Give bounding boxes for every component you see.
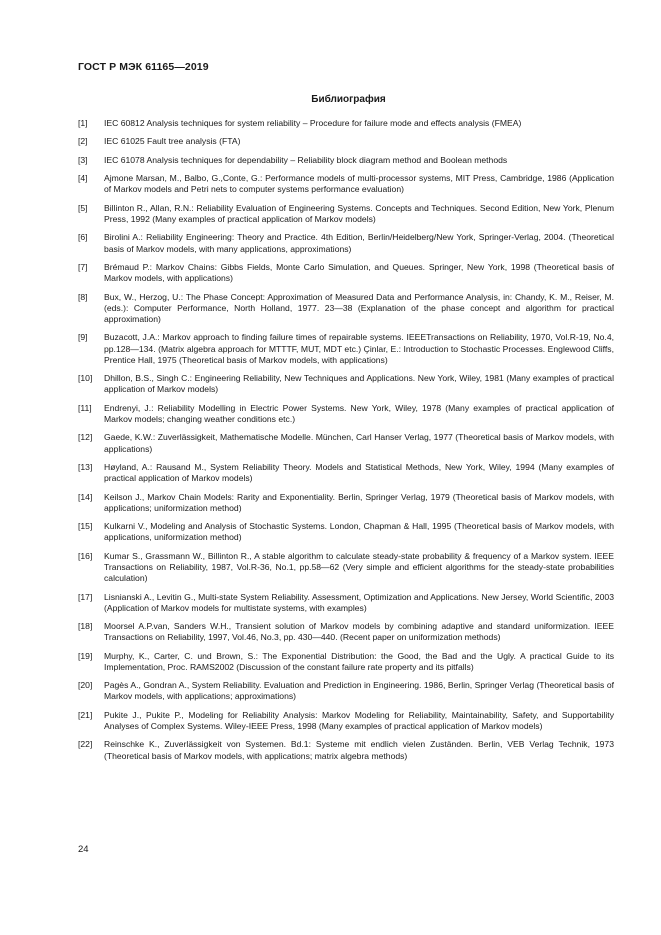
reference-item (78, 621, 614, 643)
reference-text: IEC 61025 Fault tree analysis (FTA) (104, 136, 241, 147)
reference-text: Lisnianski A., Levitin G., Multi-state System Reliability. Assessment, Optimization and Applications. New Jersey, World Scientific, 2003 (Application of Markov models for multistate systems, with examples) (104, 591, 614, 613)
reference-number: [11] (78, 402, 92, 413)
reference-item (78, 232, 614, 254)
reference-number: [22] (78, 739, 93, 750)
reference-text: Pagès A., Gondran A., System Reliability. Evaluation and Prediction in Engineering. 1986, Berlin, Springer Verlag (Theoretical basis of Markov models, with applications; approximations) (104, 680, 614, 702)
reference-text: Keilson J., Markov Chain Models: Rarity and Exponentiality. Berlin, Springer Verlag, 1979 (Theoretical basis of Markov models, with applications; uniformization method) (104, 491, 614, 513)
reference-number: [14] (78, 491, 93, 502)
reference-number: [4] (78, 173, 88, 184)
reference-text: IEC 61078 Analysis techniques for dependability – Reliability block diagram method and Boolean methods (104, 154, 508, 165)
reference-item (78, 332, 614, 366)
reference-item (78, 403, 614, 425)
reference-text: Pukite J., Pukite P., Modeling for Reliability Analysis: Markov Modeling for Reliability, Maintainability, Safety, and Supportability Analyses of Complex Systems. Wiley-IEEE Press, 1998 (Many examples of practical application of Markov models) (104, 709, 614, 732)
reference-item (78, 551, 614, 585)
reference-text: Høyland, A.: Rausand M., System Reliability Theory. Models and Statistical Methods, New York, Wiley, 1994 (Many examples of practical application of Markov models) (104, 461, 614, 484)
reference-number: [6] (78, 232, 88, 243)
reference-number: [1] (78, 118, 88, 128)
reference-text: Gaede, K.W.: Zuverlässigkeit, Mathematische Modelle. München, Carl Hanser Verlag, 1977 (Theoretical basis of Markov models, with applications) (104, 432, 614, 454)
reference-number: [16] (78, 550, 93, 561)
reference-number: [9] (78, 332, 88, 343)
reference-number: [5] (78, 202, 88, 213)
reference-number: [8] (78, 291, 88, 302)
reference-text: Moorsel A.P.van, Sanders W.H., Transient solution of Markov models by combining adaptive and standard uniformization. IEEE Transactions on Reliability, 1997, Vol.46, No.3, pp. 430—440. (Recent paper on uniformization methods) (104, 621, 614, 643)
reference-text: Reinschke K., Zuverlässigkeit von Systemen. Bd.1: Systeme mit endlich vielen Zuständen. Berlin, VEB Verlag Technik, 1973 (Theoretical basis of Markov models, with applications; matrix algebra methods) (104, 739, 614, 761)
reference-number: [20] (78, 680, 93, 691)
reference-item (78, 262, 614, 284)
standard-header: ГОСТ Р МЭК 61165—2019 (78, 61, 209, 73)
reference-number: [7] (78, 261, 88, 272)
reference-item (78, 521, 614, 543)
reference-item (78, 680, 614, 702)
section-title: Библиография (311, 94, 386, 105)
reference-text: Ajmone Marsan, M., Balbo, G.,Conte, G.: Performance models of multi-processor systems, MIT Press, Cambridge, 1986 (Application of Markov models and Petri nets to computer systems performance evaluation) (104, 173, 614, 195)
reference-text: Billinton R., Allan, R.N.: Reliability Evaluation of Engineering Systems. Concepts and Techniques. Second Edition, New York, Plenum Press, 1992 (Many examples of practical application of Markov models) (104, 202, 614, 224)
reference-number: [15] (78, 521, 93, 532)
reference-number: [2] (78, 136, 88, 147)
reference-item (78, 592, 614, 614)
reference-item (78, 432, 614, 454)
reference-item (78, 155, 614, 166)
reference-number: [3] (78, 154, 88, 165)
reference-item (78, 462, 614, 484)
reference-item (78, 292, 614, 326)
reference-number: [10] (78, 373, 93, 384)
reference-number: [17] (78, 591, 93, 602)
reference-text: IEC 60812 Analysis techniques for system reliability – Procedure for failure mode and effects analysis (FMEA) (104, 118, 522, 128)
reference-text: Birolini A.: Reliability Engineering: Theory and Practice. 4th Edition, Berlin/Heidelberg/New York, Springer-Verlag, 2004. (Theoretical basis of Markov models, with many applications, approximations) (104, 232, 614, 254)
page-number: 24 (78, 844, 89, 855)
reference-text: Buzacott, J.A.: Markov approach to finding failure times of repairable systems. IEEETransactions on Reliability, 1970, Vol.R-19, No.4, pp.128—134. (Matrix algebra approach for MTTTF, MUT, MDT etc.) Çinlar, E.: Introduction to Stochastic Processes. Englewood Cliffs, Prentice Hall, 1975 (Theoretical basis of Markov models, with applications) (104, 332, 614, 365)
reference-list (78, 118, 614, 769)
reference-item (78, 651, 614, 673)
reference-item (78, 118, 614, 129)
reference-number: [18] (78, 621, 93, 632)
reference-item (78, 373, 614, 395)
reference-item (78, 710, 614, 732)
reference-item (78, 136, 614, 147)
reference-text: Endrenyi, J.: Reliability Modelling in Electric Power Systems. New York, Wiley, 1978 (Many examples of practical application of Markov models; changing weather conditions etc.) (104, 402, 614, 424)
reference-item (78, 173, 614, 195)
reference-item (78, 492, 614, 514)
reference-item (78, 203, 614, 225)
reference-text: Bux, W., Herzog, U.: The Phase Concept: Approximation of Measured Data and Performance Analysis, in: Chandy, K. M., Reiser, M. (eds.): Computer Performance, North Holland, 1977. 23—38 (Explanation of the phase concept and algorithm for practical approximation) (104, 291, 614, 324)
reference-number: [19] (78, 650, 93, 661)
reference-number: [21] (78, 709, 93, 720)
reference-text: Murphy, K., Carter, C. und Brown, S.: The Exponential Distribution: the Good, the Bad and the Ugly. A practical Guide to its Implementation, Proc. RAMS2002 (Discussion of the constant failure rate property and its pitfalls) (104, 650, 614, 672)
reference-number: [13] (78, 461, 93, 472)
reference-text: Brémaud P.: Markov Chains: Gibbs Fields, Monte Carlo Simulation, and Queues. Springer, New York, 1998 (Theoretical basis of Markov models, with applications) (104, 261, 614, 284)
reference-text: Dhillon, B.S., Singh C.: Engineering Reliability, New Techniques and Applications. New York, Wiley, 1981 (Many examples of practical application of Markov models) (104, 373, 614, 395)
reference-text: Kulkarni V., Modeling and Analysis of Stochastic Systems. London, Chapman & Hall, 1995 (Theoretical basis of Markov models, with applications, uniformization method) (104, 521, 614, 543)
reference-number: [12] (78, 432, 93, 443)
reference-text: Kumar S., Grassmann W., Billinton R., A stable algorithm to calculate steady-state probability & frequency of a Markov system. IEEE Transactions on Reliability, 1987, Vol.R-36, No.1, pp.58—62 (Very simple and efficient algorithms for the steady-state probabilities calculation) (104, 550, 614, 584)
reference-item (78, 739, 614, 761)
